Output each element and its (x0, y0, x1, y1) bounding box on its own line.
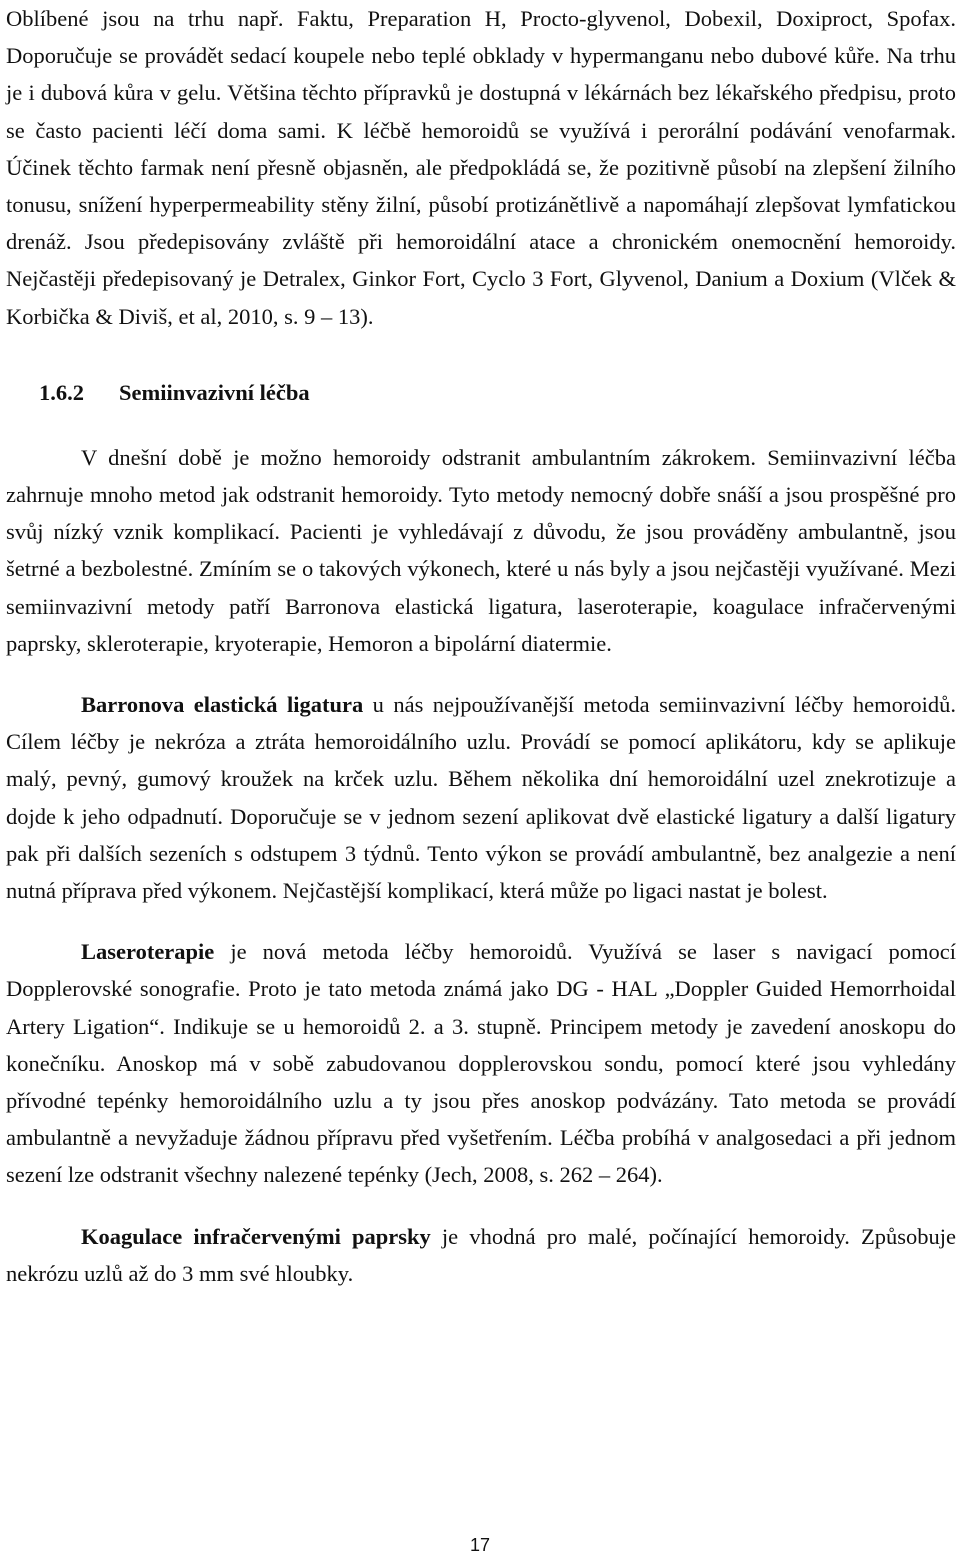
laser-term: Laseroterapie (81, 939, 215, 965)
barron-term: Barronova elastická ligatura (81, 692, 364, 718)
koagulace-text: je vhodná pro malé, počínající hemoroidy. Způsobuje nekrózu uzlů až do 3 mm své hloubky. (6, 1223, 956, 1286)
section-intro-paragraph: V dnešní době je možno hemoroidy odstranit ambulantním zákrokem. Semiinvazivní léčba zahrnuje mnoho metod jak odstranit hemoroidy. Tyto metody nemocný dobře snáší a jsou prospěšné pro svůj nízký vznik komplikací. Pacienti je vyhledávají z důvodu, že jsou prováděny ambulantně, jsou šetrné a bezbolestné. Zmíním se o takových výkonech, které u nás byly a jsou nejčastěji využívané. Mezi semiinvazivní metody patří Barronova elastická ligatura, laseroterapie, koagulace infračervenými paprsky, skleroterapie, kryoterapie, Hemoron a bipolární diatermie. (6, 444, 956, 656)
section-heading (39, 374, 956, 411)
infrared-coagulation-paragraph (6, 1218, 956, 1292)
barron-ligature-paragraph (6, 686, 956, 909)
section-title: Semiinvazivní léčba (119, 379, 310, 405)
koagulace-term: Koagulace infračervenými paprsky (81, 1223, 431, 1249)
laser-text: je nová metoda léčby hemoroidů. Využívá se laser s navigací pomocí Dopplerovské sonografie. Proto je tato metoda známá jako DG - HAL „Doppler Guided Hemorrhoidal Artery Ligation“. Indikuje se u hemoroidů 2. a 3. stupně. Principem metody je zavedení anoskopu do konečníku. Anoskop má v sobě zabudovanou dopplerovskou sondu, pomocí které jsou vyhledány přívodné tepénky hemoroidálního uzlu a ty jsou přes anoskop podvázány. Tato metoda se provádí ambulantně a nevyžaduje žádnou přípravu před vyšetřením. Léčba probíhá v analgosedaci a při jednom sezení lze odstranit všechny nalezené tepénky (Jech, 2008, s. 262 – 264). (6, 939, 956, 1188)
body-paragraph: Oblíbené jsou na trhu např. Faktu, Preparation H, Procto-glyvenol, Dobexil, Doxiproct, Spofax. Doporučuje se provádět sedací koupele nebo teplé obklady v hypermanganu nebo dubové kůře. Na trhu je i dubová kůra v gelu. Většina těchto přípravků je dostupná v lékárnách bez lékařského předpisu, proto se často pacienti léčí doma sami. K léčbě hemoroidů se využívá i perorální podávání venofarmak. Účinek těchto farmak není přesně objasněn, ale předpokládá se, že pozitivně působí na zlepšení žilního tonusu, snížení hyperpermeability stěny žilní, působí protizánětlivě a napomáhají zlepšovat lymfatickou drenáž. Jsou předepisovány zvláště při hemoroidální atace a chronickém onemocnění hemoroidy. Nejčastěji předepisovaný je Detralex, Ginkor Fort, Cyclo 3 Fort, Glyvenol, Danium a Doxium (Vlček & Korbička & Diviš, et al, 2010, s. 9 – 13). (6, 6, 956, 329)
document-page (6, 0, 956, 1292)
barron-text: u nás nejpoužívanější metoda semiinvazivní léčby hemoroidů. Cílem léčby je nekróza a ztráta hemoroidálního uzlu. Provádí se pomocí aplikátoru, kdy se aplikuje malý, pevný, gumový kroužek na krček uzlu. Během několika dní hemoroidální uzel znekrotizuje a dojde k jeho odpadnutí. Doporučuje se v jednom sezení aplikovat dvě elastické ligatury a další ligatury pak při dalších sezeních s odstupem 3 týdnů. Tento výkon se provádí ambulantně, bez analgezie a není nutná příprava před výkonem. Nejčastější komplikací, která může po ligaci nastat je bolest. (6, 692, 956, 904)
laser-therapy-paragraph (6, 933, 956, 1193)
section-number: 1.6.2 (39, 379, 84, 405)
page-number: 17 (469, 1535, 491, 1555)
